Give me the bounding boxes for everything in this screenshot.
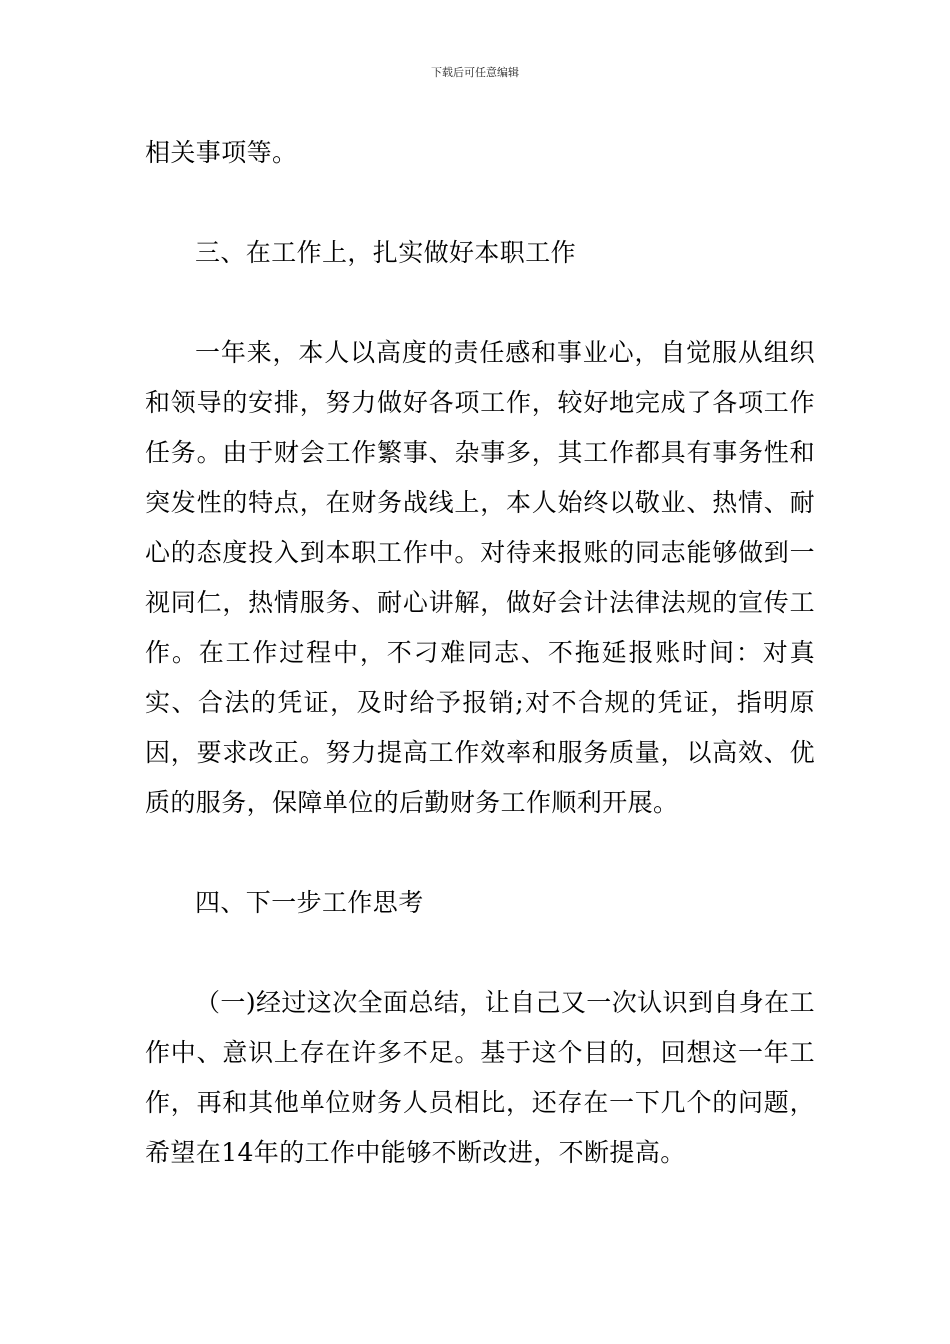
- section-heading-3: 三、在工作上，扎实做好本职工作: [195, 238, 577, 267]
- paragraph-gap: [145, 178, 815, 228]
- paragraph-continuation: 相关事项等。: [145, 138, 298, 167]
- paragraph-gap: [145, 828, 815, 878]
- page-header-note: 下载后可任意编辑: [431, 66, 519, 79]
- document-body: [145, 128, 815, 1178]
- paragraph-gap: [145, 278, 815, 328]
- paragraph-gap: [145, 928, 815, 978]
- section-heading-4: 四、下一步工作思考: [195, 888, 424, 917]
- paragraph-next-steps: （一)经过这次全面总结，让自己又一次认识到自身在工作中、意识上存在许多不足。基于这个目的，回想这一年工作，再和其他单位财务人员相比，还存在一下几个的问题，希望在14年的工作中能够不断改进，不断提高。: [145, 988, 815, 1167]
- paragraph-work-summary: 一年来，本人以高度的责任感和事业心，自觉服从组织和领导的安排，努力做好各项工作，较好地完成了各项工作任务。由于财会工作繁事、杂事多，其工作都具有事务性和突发性的特点，在财务战线上，本人始终以敬业、热情、耐心的态度投入到本职工作中。对待来报账的同志能够做到一视同仁，热情服务、耐心讲解，做好会计法律法规的宣传工作。在工作过程中，不刁难同志、不拖延报账时间：对真实、合法的凭证，及时给予报销;对不合规的凭证，指明原因，要求改正。努力提高工作效率和服务质量，以高效、优质的服务，保障单位的后勤财务工作顺利开展。: [145, 338, 815, 817]
